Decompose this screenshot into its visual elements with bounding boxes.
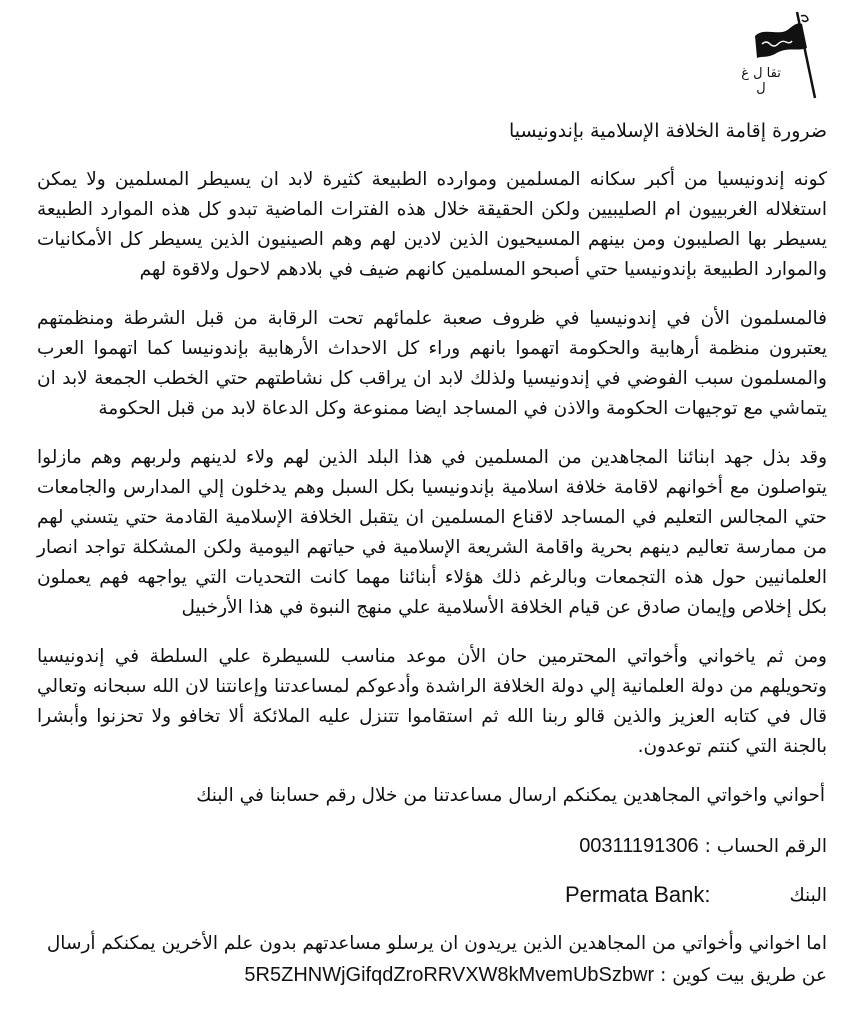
- closing-paragraph: اما اخواني وأخواتي من المجاهدين الذين يريدون ان يرسلو مساعدتهم بدون علم الأخرين يمكنكم أرسال: [46, 933, 827, 954]
- paragraph-4: ومن ثم ياخواني وأخواتي المحترمين حان الأن موعد مناسب للسيطرة علي السلطة في إندونيسيا وتحويلهم من دولة العلمانية إلي دولة الخلافة الراشدة وأدعوكم لمساعدتنا وإعانتنا لان الله سبحانه وتعالي قال في كتابه العزيز والذين قالو ربنا الله ثم استقاموا تتنزل عليه الملائكة ألا تخافو ولا تحزنوا وأبشرا بالجنة التي كنتم توعدون.: [37, 646, 827, 757]
- logo-caption: تقا ل غ ل: [741, 66, 781, 96]
- bitcoin-line: [244, 959, 827, 991]
- page-title: ضرورة إقامة الخلافة الإسلامية بإندونيسيا: [508, 120, 827, 142]
- bank-name: Permata Bank:: [565, 882, 711, 907]
- paragraph-1: كونه إندونيسيا من أكبر سكانه المسلمين وموارده الطبيعة كثيرة لابد ان يسيطر المسلمين ولا يمكن استغلاله الغربييون ام الصليبيين ولكن الحقيقة خلال هذه الفترات الماضية تبدو كل هذه الموارد الطبيعة يسيطر بها الصليبون ومن بينهم المسيحيون الذين لادين لهم وهم الصينيون الذين يسيطر كل الأمكانيات والموارد الطبيعة بإندونيسيا حتي أصبحو المسلمين كانهم ضيف في بلادهم لاحول ولاقوة لهم: [37, 169, 827, 280]
- contribution-line: أحواني واخواتي المجاهدين يمكنكم ارسال مساعدتنا من خلال رقم حسابنا في البنك: [196, 785, 825, 806]
- paragraph-3: وقد بذل جهد ابنائنا المجاهدين من المسلمين في هذا البلد الذين لهم ولاء لدينهم ولربهم وهم مازلوا يتواصلون مع أخوانهم لاقامة خلافة اسلامية بإندونيسيا بكل السبل وهم يدخلون إلي المدارس والجامعات حتي المجالس التعليم في المساجد لاقناع المسلمين ان يتقبل الخلافة الإسلامية القادمة حتي يتسني لهم من ممارسة تعاليم دينهم بحرية واقامة الشريعة الإسلامية في حياتهم اليومية ولكن المشكلة تواجد انصار العلمانيين حول هذه التجمعات وبالرغم ذلك هؤلاء أبنائنا مهما كانت التحديات التي يواجهه فهم يعملون بكل إخلاص وإيمان صادق عن قيام الخلافة الأسلامية علي منهج النبوة في هذا الأرخبيل: [37, 447, 827, 618]
- account-label: الرقم الحساب :: [704, 836, 827, 857]
- bank-label: البنك: [789, 885, 827, 906]
- account-row: [579, 831, 827, 861]
- account-number: 00311191306: [579, 835, 699, 857]
- bitcoin-address: 5R5ZHNWjGifqdZroRRVXW8kMvemUbSzbwr: [244, 964, 655, 986]
- bitcoin-label: عن طريق بيت كوين :: [660, 965, 827, 986]
- paragraph-2: فالمسلمون الأن في إندونيسيا في ظروف صعبة علمائهم تحت الرقابة من قبل الشرطة ومنظمتهم يعتبرون منظمة أرهابية والحكومة اتهموا بانهم وراء كل الاحداث الأرهابية بإندونيسا كما اتهموا العرب والمسلمون سبب الفوضي في إندونيسيا ولذلك لابد ان يراقب كل نشاطتهم حتي الخطب الجمعة لابد ان يتماشي مع توجيهات الحكومة والاذن في المساجد ايضا ممنوعة وكل الدعاة لابد من قبل الحكومة: [37, 308, 827, 419]
